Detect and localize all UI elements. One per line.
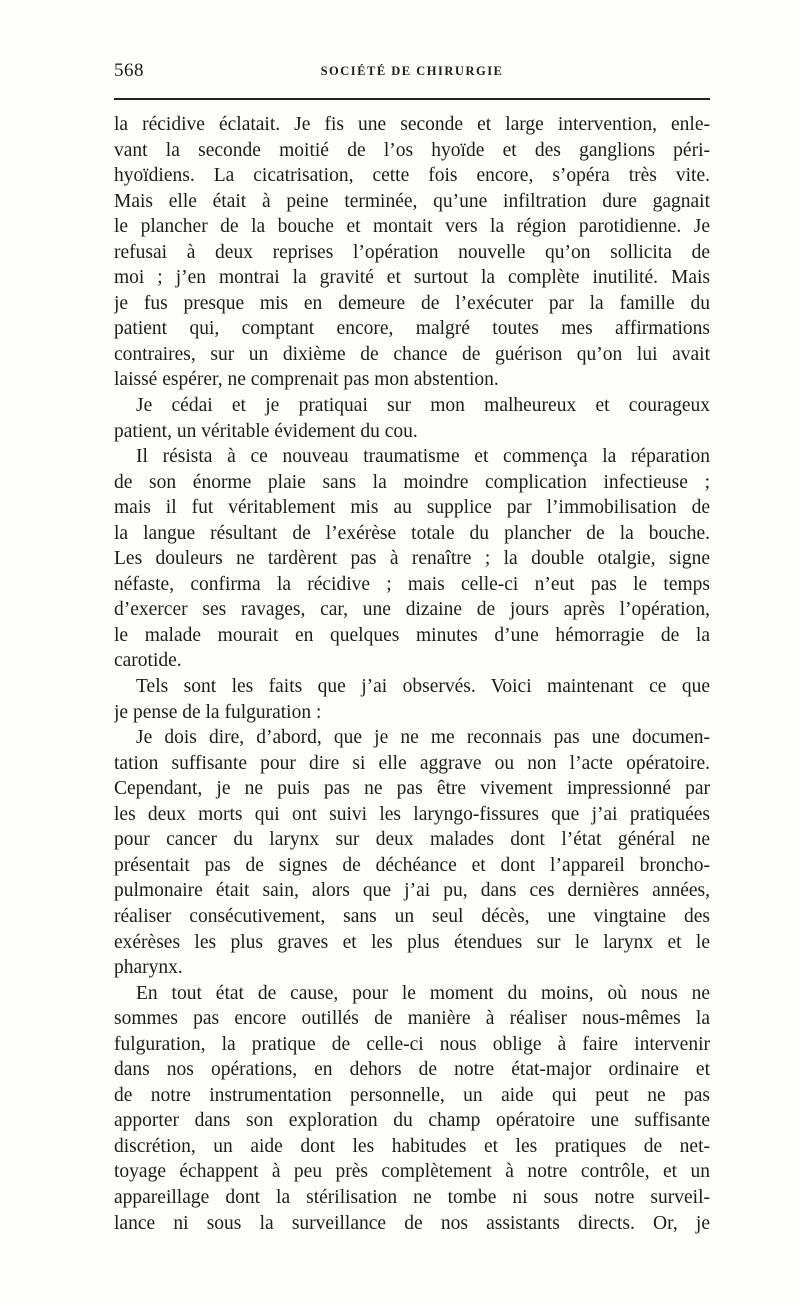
text-line: de notre instrumentation personnelle, un aide qui peut ne pas [114,1084,710,1106]
text-line: le plancher de la bouche et montait vers la région parotidienne. Je [114,216,710,238]
text-line: appareillage dont la stérilisation ne tombe ni sous notre surveil- [114,1186,710,1208]
text-line: exérèses les plus graves et les plus étendues sur le larynx et le [114,931,710,953]
text-line: Les douleurs ne tardèrent pas à renaître ; la double otalgie, signe [114,548,710,570]
text-line: laissé espérer, ne comprenait pas mon abstention. [114,369,499,391]
text-line: pharynx. [114,957,183,979]
text-line: de son énorme plaie sans la moindre complication infectieuse ; [114,471,710,493]
text-line: apporter dans son exploration du champ opératoire une suffisante [114,1110,710,1132]
text-line: lance ni sous la surveillance de nos assistants directs. Or, je [114,1212,710,1234]
text-line: mais il fut véritablement mis au supplice par l’immobilisation de [114,497,710,519]
text-line: Cependant, je ne puis pas ne pas être vivement impressionné par [114,778,710,800]
body-text [114,112,710,1236]
text-line: Il résista à ce nouveau traumatisme et commença la réparation [136,446,710,468]
text-line: je pense de la fulguration : [114,701,322,723]
text-line: tation suffisante pour dire si elle aggrave ou non l’acte opératoire. [114,752,710,774]
text-line: dans nos opérations, en dehors de notre état-major ordinaire et [114,1059,710,1081]
text-line: présentait pas de signes de déchéance et dont l’appareil broncho- [114,854,710,876]
text-line: fulguration, la pratique de celle-ci nous oblige à faire intervenir [114,1033,710,1055]
text-line: la langue résultant de l’exérèse totale du plancher de la bouche. [114,522,710,544]
text-line: contraires, sur un dixième de chance de guérison qu’on lui avait [114,343,710,365]
text-line: d’exercer ses ravages, car, une dizaine de jours après l’opération, [114,599,710,621]
text-line: pulmonaire était sain, alors que j’ai pu, dans ces dernières années, [114,880,710,902]
running-head: SOCIÉTÉ DE CHIRURGIE [320,64,504,78]
text-line: pour cancer du larynx sur deux malades dont l’état général ne [114,829,710,851]
text-line: discrétion, un aide dont les habitudes et les pratiques de net- [114,1135,710,1157]
text-line: réaliser consécutivement, sans un seul décès, une vingtaine des [114,905,710,927]
text-line: hyoïdiens. La cicatrisation, cette fois encore, s’opéra très vite. [114,165,710,187]
text-line: Je dois dire, d’abord, que je ne me reconnais pas une documen- [136,727,710,749]
text-line: refusai à deux reprises l’opération nouvelle qu’on sollicita de [114,241,710,263]
text-line: moi ; j’en montrai la gravité et surtout la complète inutilité. Mais [114,267,710,289]
text-line: Tels sont les faits que j’ai observés. Voici maintenant ce que [136,676,710,698]
text-line: le malade mourait en quelques minutes d’une hémorragie de la [114,624,710,646]
text-line: sommes pas encore outillés de manière à réaliser nous-mêmes la [114,1008,710,1030]
text-line: la récidive éclatait. Je fis une seconde et large intervention, enle- [114,114,710,135]
text-line: En tout état de cause, pour le moment du moins, où nous ne [136,982,710,1004]
text-line: toyage échappent à peu près complètement à notre contrôle, et un [114,1161,710,1183]
text-line: les deux morts qui ont suivi les laryngo-fissures que j’ai pratiquées [114,803,710,825]
header-rule [114,98,710,100]
page-number: 568 [114,60,144,81]
text-line: vant la seconde moitié de l’os hyoïde et des ganglions péri- [114,139,710,161]
page-header [114,58,710,88]
text-line: carotide. [114,650,182,672]
text-line: Je cédai et je pratiquai sur mon malheureux et courageux [136,395,710,417]
text-line: patient, un véritable évidement du cou. [114,420,418,442]
text-line: Mais elle était à peine terminée, qu’une infiltration dure gagnait [114,190,710,212]
text-line: je fus presque mis en demeure de l’exécuter par la famille du [114,292,710,314]
text-line: patient qui, comptant encore, malgré toutes mes affirmations [114,318,710,340]
text-line: néfaste, confirma la récidive ; mais celle-ci n’eut pas le temps [114,573,710,595]
